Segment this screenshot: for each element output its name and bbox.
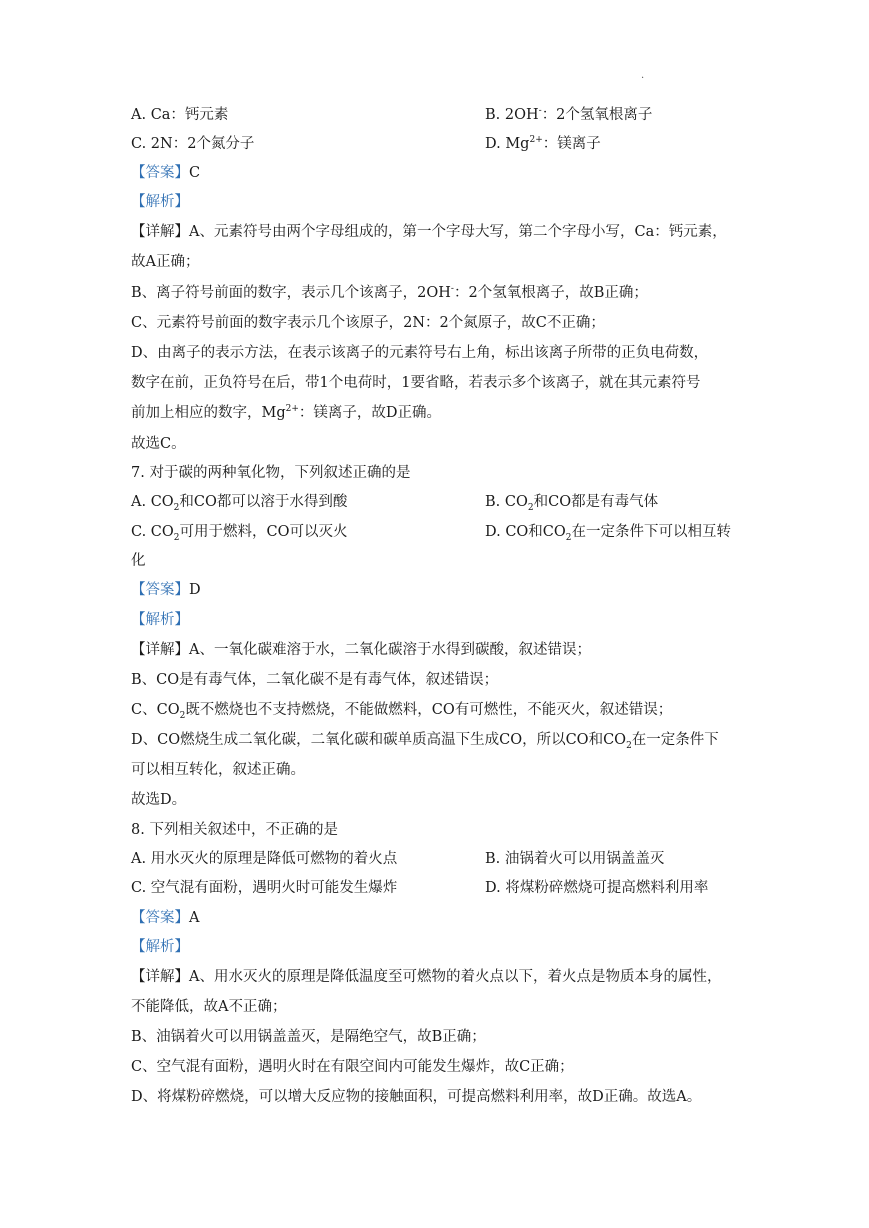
q6-answer-tag: 【答案】 [131, 165, 189, 181]
q6-detail-line-2: 故A正确； [131, 254, 200, 270]
q6-option-a: A. Ca：钙元素 [131, 107, 229, 123]
q8-detail-line-1 [131, 967, 721, 987]
q6-detail-7-desc: ：镁离子，故D正确。 [298, 405, 442, 421]
q6-answer-value: C [189, 165, 201, 181]
q7-option-a-sub: 2 [173, 502, 180, 513]
q7-option-b-pre: B. CO [485, 494, 528, 510]
q6-detail-7-charge: 2+ [285, 404, 299, 415]
q7-detail-text-1: A、一氧化碳难溶于水，二氧化碳溶于水得到碳酸，叙述错误； [189, 642, 591, 658]
q6-detail-3-text: B、离子符号前面的数字，表示几个该离子，2OH [131, 285, 451, 301]
q8-option-a: A. 用水灭火的原理是降低可燃物的着火点 [131, 851, 398, 867]
q7-option-d-post: 在一定条件下可以相互转 [571, 524, 732, 540]
q8-option-d: D. 将煤粉碎燃烧可提高燃料利用率 [485, 880, 709, 896]
q7-option-d-continued: 化 [131, 553, 146, 569]
q7-answer [131, 580, 201, 600]
q6-option-c: C. 2N：2个氮分子 [131, 136, 255, 152]
q7-stem: 7. 对于碳的两种氧化物，下列叙述正确的是 [131, 465, 411, 481]
q7-answer-tag: 【答案】 [131, 582, 189, 598]
q8-stem: 8. 下列相关叙述中，不正确的是 [131, 822, 338, 838]
q6-option-b-text: B. 2OH [485, 107, 539, 123]
q8-option-b: B. 油锅着火可以用锅盖盖灭 [485, 851, 665, 867]
q7-detail-4-post: 在一定条件下 [631, 732, 719, 748]
q8-answer-value: A [189, 910, 200, 926]
q7-detail-line-3 [131, 700, 672, 720]
q7-detail-line-5: 可以相互转化，叙述正确。 [131, 762, 305, 778]
q6-detail-line-3 [131, 283, 648, 303]
q8-answer-tag: 【答案】 [131, 910, 189, 926]
q6-detail-7-text: 前加上相应的数字，Mg [131, 405, 286, 421]
q8-detail-line-3: B、油锅着火可以用锅盖盖灭，是隔绝空气，故B正确； [131, 1029, 486, 1045]
q7-option-c-sub: 2 [173, 532, 180, 543]
q7-detail-line-4 [131, 730, 719, 750]
q7-detail-3-post: 既不燃烧也不支持燃烧，不能做燃料，CO有可燃性，不能灭火，叙述错误； [185, 702, 673, 718]
q7-option-a-pre: A. CO [131, 494, 174, 510]
q7-analysis-tag: 【解析】 [131, 612, 189, 628]
q7-option-b-post: 和CO都是有毒气体 [533, 494, 659, 510]
q7-answer-value: D [189, 582, 201, 598]
q7-option-c-pre: C. CO [131, 524, 174, 540]
q7-detail-4-sub: 2 [626, 740, 632, 751]
q8-answer [131, 908, 199, 928]
q6-choice: 故选C。 [131, 436, 186, 452]
q8-detail-line-5: D、将煤粉碎燃烧，可以增大反应物的接触面积，可提高燃料利用率，故D正确。故选A。 [131, 1089, 702, 1105]
q7-option-a-post: 和CO都可以溶于水得到酸 [179, 494, 348, 510]
q6-detail-line-4: C、元素符号前面的数字表示几个该原子，2N：2个氮原子，故C不正确； [131, 315, 605, 331]
q6-option-b-desc: ：2个氢氧根离子 [541, 107, 653, 123]
q6-option-d-desc: ：镁离子 [542, 136, 601, 152]
q6-detail-text-1: A、元素符号由两个字母组成的，第一个字母大写，第二个字母小写，Ca：钙元素， [189, 224, 727, 240]
q7-option-c-post: 可用于燃料，CO可以灭火 [179, 524, 348, 540]
q6-answer [131, 163, 200, 183]
q6-option-b-charge: - [538, 106, 542, 117]
q7-detail-line-1 [131, 640, 591, 660]
q7-detail-tag: 【详解】 [131, 642, 189, 658]
q6-analysis-tag: 【解析】 [131, 194, 189, 210]
q8-detail-text-1: A、用水灭火的原理是降低温度至可燃物的着火点以下，着火点是物质本身的属性， [189, 969, 722, 985]
q7-option-d-sub: 2 [565, 532, 572, 543]
q6-detail-tag: 【详解】 [131, 224, 189, 240]
q7-choice: 故选D。 [131, 792, 187, 808]
q7-detail-4-pre: D、CO燃烧生成二氧化碳，二氧化碳和碳单质高温下生成CO，所以CO和CO [131, 732, 627, 748]
q8-detail-line-2: 不能降低，故A不正确； [131, 999, 287, 1015]
q6-detail-3-desc: ：2个氢氧根离子，故B正确； [453, 285, 648, 301]
q6-option-d-text: D. Mg [485, 136, 530, 152]
corner-mark: . [641, 70, 645, 81]
q6-option-d [485, 134, 601, 154]
q6-detail-line-5: D、由离子的表示方法，在表示该离子的元素符号右上角，标出该离子所带的正负电荷数， [131, 345, 709, 361]
q6-detail-line-1 [131, 222, 727, 242]
q7-option-a [131, 492, 347, 512]
q7-detail-3-pre: C、CO [131, 702, 180, 718]
q7-detail-3-sub: 2 [179, 710, 186, 721]
q6-detail-line-6: 数字在前，正负符号在后，带1个电荷时，1要省略，若表示多个该离子，就在其元素符号 [131, 375, 701, 391]
q7-option-d-pre: D. CO和CO [485, 524, 566, 540]
q8-detail-tag: 【详解】 [131, 969, 189, 985]
q7-detail-line-2: B、CO是有毒气体，二氧化碳不是有毒气体，叙述错误； [131, 672, 499, 688]
q6-option-d-charge: 2+ [529, 135, 543, 146]
q8-option-c: C. 空气混有面粉，遇明火时可能发生爆炸 [131, 880, 398, 896]
q8-detail-line-4: C、空气混有面粉，遇明火时在有限空间内可能发生爆炸，故C正确； [131, 1059, 574, 1075]
q7-option-b [485, 492, 658, 512]
q6-detail-3-charge: - [450, 284, 454, 295]
q6-option-b [485, 105, 652, 125]
q7-option-c [131, 522, 348, 542]
q6-detail-line-7 [131, 403, 441, 423]
q8-analysis-tag: 【解析】 [131, 939, 189, 955]
q7-option-d [485, 522, 731, 542]
q7-option-b-sub: 2 [527, 502, 534, 513]
